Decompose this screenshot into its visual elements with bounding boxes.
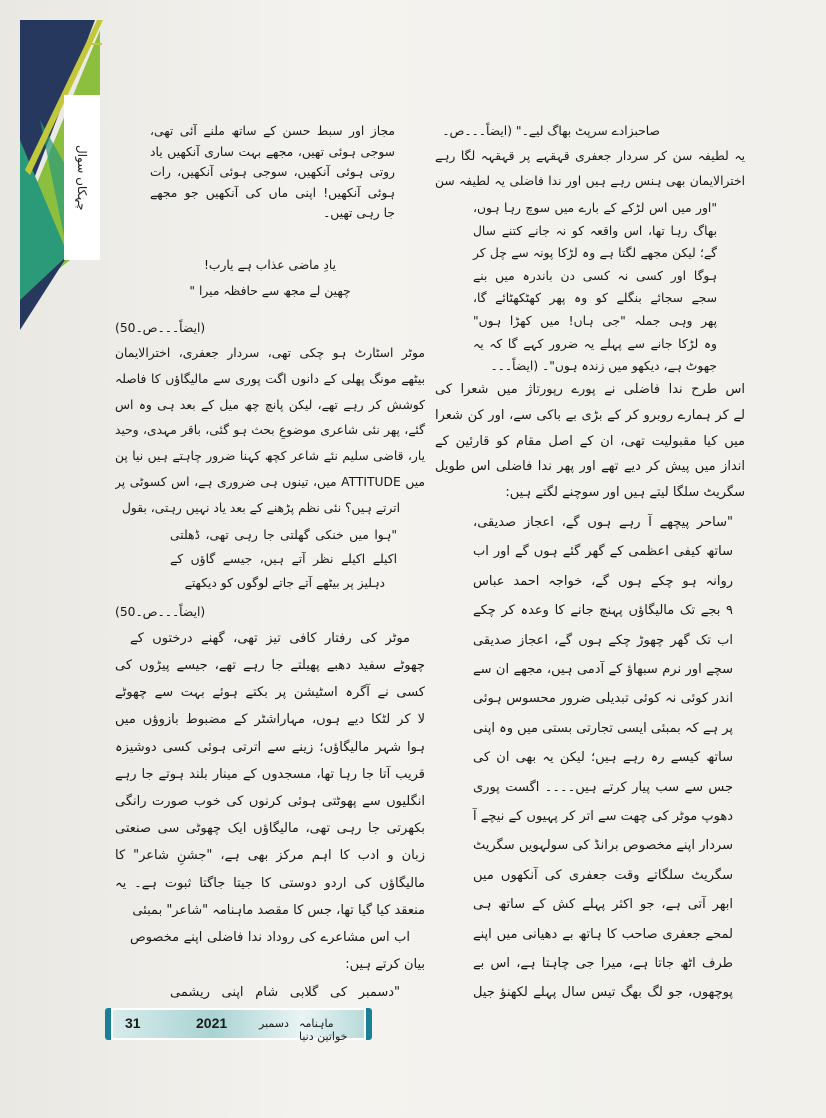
text-line: اترتے ہیں؟ نئی نظم پڑھنے کے بعد یاد نہیں رہتی، بقول xyxy=(121,501,400,515)
text-line: یار، قاضی سلیم نئے شاعر کچھ کہنا ضرور چاہتے ہیں نیا پن xyxy=(115,449,425,464)
page-footer-banner xyxy=(105,1008,372,1043)
text-line: انداز میں پیش کر دیے تھے اور پھر ندا فاضلی اس طویل xyxy=(435,459,745,475)
text-line: روانہ ہو چکے ہوں گے، خواجہ احمد عباس xyxy=(473,573,733,589)
text-line: بیان کرتے ہیں: xyxy=(345,957,425,972)
text-line: کوشش کر رہے تھے، لیکن پانچ چھ میل کے بعد ہی وہ اس xyxy=(115,397,425,412)
text-line: کسی نے آگرہ اسٹیشن پر بکتے ہوئے بہت سے چھوٹے xyxy=(115,685,425,701)
text-line: سگریٹ سلگاتے وقت جعفری کی آنکھوں میں xyxy=(473,867,733,883)
text-line: دہلیز پر بیٹھے آتے جاتے لوگوں کو دیکھتے xyxy=(184,576,385,590)
text-line: بیٹھے مونگ پھلی کے دانوں اگت پوری سے مالیگاؤں کا فاصلہ xyxy=(115,371,425,386)
page-number: 31 xyxy=(125,1015,141,1031)
text-line: بکھرتی جا رہی تھی، مالیگاؤں ایک چھوٹی سی صنعتی xyxy=(115,821,425,837)
text-line: ۹ بجے تک مالیگاؤں پہنچ جانے کا وعدہ کر چکے xyxy=(473,603,733,619)
text-line: "ہوا میں خنکی گھلتی جا رہی تھی، ڈھلتی xyxy=(170,528,397,542)
text-line: موٹر اسٹارٹ ہو چکی تھی، سردار جعفری، اخترالایمان xyxy=(115,346,425,360)
right-text-column xyxy=(435,0,745,1010)
text-line: وہ لڑکا جانے سے پہلے یہ ضرور کہے گا کہ یہ xyxy=(473,336,717,351)
text-line: لا کر لٹکا دیے ہوں، مہاراشٹر کے مضبوط بازوؤں میں xyxy=(115,712,425,728)
text-line: لمحے جعفری صاحب کا ہاتھ بے دھیانی میں اپنے xyxy=(473,926,733,942)
text-line: انگلیوں سے پھوٹتی ہوئی کرنوں کی خوب صورت رانگی xyxy=(115,794,425,809)
text-line: ہوا شہر مالیگاؤں؛ زینے سے اترتی ہوئی کسی دوشیزہ xyxy=(115,739,425,755)
text-line: پوچھوں، جو لگ بھگ تیس سال پہلے لکھنؤ جیل xyxy=(473,985,733,1001)
text-line: لے کر ہمارے روبرو کر کے بڑی بے باکی سے، اور کن شعرا xyxy=(435,407,745,423)
text-line: قریب آتا جا رہا تھا، مسجدوں کے مینار بلند ہوتے جا رہے xyxy=(115,766,425,782)
text-line: اب اس مشاعرے کی روداد ندا فاضلی اپنے مخصوص xyxy=(130,930,410,945)
text-line: سچے اور نرم سبھاؤ کے آدمی ہیں، مجھے ان سے xyxy=(473,662,733,677)
section-label-text: چہکاں سوال xyxy=(75,144,89,211)
issue-month: دسمبر xyxy=(259,1017,289,1030)
text-line: چھین لے مجھ سے حافظہ میرا " xyxy=(189,284,351,298)
text-line: سگریٹ سلگا لیتے ہیں اور سوچنے لگتے ہیں: xyxy=(505,485,745,500)
text-line: اکیلے اکیلے نظر آتے ہیں، جیسے گاؤں کے xyxy=(170,552,397,566)
text-line: اس طرح ندا فاضلی نے پورے رپورتاژ میں شعرا کی xyxy=(435,382,745,397)
text-line: گئے، پھر نئی شاعری موضوعِ بحث ہو گئی، باقر مہدی، وحید xyxy=(115,423,425,438)
text-line: اندر کوئی نہ کوئی تبدیلی ضرور محسوس ہوئی xyxy=(473,691,733,707)
magazine-name: ماہنامہ خواتین دنیا xyxy=(299,1017,348,1043)
text-line: ہوگا اور کسی نہ کسی دن باندرہ میں بنے xyxy=(473,268,717,283)
text-line: پھر وہی جملہ "جی ہاں! میں کھڑا ہوں" xyxy=(473,314,717,328)
issue-year: 2021 xyxy=(196,1015,228,1031)
text-line: (ایضاً۔۔۔ص۔50) xyxy=(115,321,206,335)
text-line: مجاز اور سبط حسن کے ساتھ ملنے آئی تھی، xyxy=(150,124,395,138)
text-line: منعقد کیا گیا تھا، جس کا مقصد ماہنامہ "شاعر" بمبئی xyxy=(132,903,425,918)
text-line: بھاگ رہا تھا، اس واقعہ کو نہ جانے کتنے سال xyxy=(473,223,717,238)
text-line: سجے سجائے بنگلے کو وہ پھر کھٹکھٹائے گا، xyxy=(473,291,717,306)
text-line: چھوٹے سفید دھبے پھیلتے جا رہے تھے، جیسے پیڑوں کی xyxy=(115,658,425,673)
text-line: ساتھ کیسے رہ رہے ہیں؛ لیکن یہ بھی ان کی xyxy=(473,750,733,766)
section-label xyxy=(64,95,100,260)
text-line: مالیگاؤں کی اردو دوستی کا جیتا جاگتا ثبوت ہے۔ یہ xyxy=(115,875,425,891)
text-line: جا رہی تھیں۔ xyxy=(323,206,395,220)
text-line: ہوئی آنکھیں! اپنی ماں کی آنکھیں جو مجھے xyxy=(150,185,395,200)
text-line: سردار اپنے مخصوص برانڈ کی سولہویں سگریٹ xyxy=(473,838,733,854)
text-line: پر ہے کہ بمبئی ایسی تجارتی بستی میں وہ اپنی xyxy=(473,720,733,736)
text-line: جھوٹ ہے، دیکھو میں زندہ ہوں"۔ (ایضاً۔۔۔ xyxy=(490,359,717,373)
text-line: سوجی ہوئی تھیں، مجھے بہت ساری آنکھیں یاد xyxy=(150,144,395,159)
text-line: زبان و ادب کا اہم مرکز بھی ہے، "جشنِ شاعر" کا xyxy=(115,848,425,864)
text-line: ابھر آتی ہے، جو اکثر پہلے کش کے ساتھ ہی xyxy=(473,897,733,913)
text-line: میں کیا مقبولیت تھی، ان کے اصل مقام کو قارئین کے xyxy=(435,433,745,449)
text-line: یادِ ماضی عذاب ہے یارب! xyxy=(203,258,337,272)
text-line: اخترالایمان بھی ہنس رہے ہیں اور ندا فاضلی یہ لطیفہ سن xyxy=(435,174,745,188)
text-line: یہ لطیفہ سن کر سردار جعفری قہقہے پر قہقہہ لگا رہے xyxy=(435,149,745,163)
text-line: موٹر کی رفتار کافی تیز تھی، گھنے درختوں کے xyxy=(130,631,410,646)
text-line: "ساحر پیچھے آ رہے ہوں گے، اعجاز صدیقی، xyxy=(473,515,733,530)
left-text-column xyxy=(115,0,425,1010)
text-line: گے؛ لیکن مجھے لگتا ہے وہ لڑکا پونہ سے چل کر xyxy=(473,246,717,261)
text-line: میں ATTITUDE میں، تینوں ہی ضروری ہے، اس کسوٹی پر xyxy=(115,475,425,489)
text-line: (ایضاً۔۔۔ص۔50) xyxy=(115,605,206,619)
text-line: اب تک گھر چھوڑ چکے ہوں گے، اعجاز صدیقی xyxy=(473,632,733,648)
text-line: جس سے سب پیار کرتے ہیں۔۔۔۔ اگست پوری xyxy=(473,779,733,795)
text-line: طرف اٹھ جاتا ہے، میرا جی چاہتا ہے، اس بے xyxy=(473,956,733,971)
text-line: دھوپ موٹر کی چھت سے اتر کر پہیوں کے نیچے آ xyxy=(473,809,733,824)
text-line: "اور میں اس لڑکے کے بارے میں سوچ رہا ہوں، xyxy=(473,201,717,215)
text-line: ساتھ کیفی اعظمی کے گھر گئے ہوں گے اور اب xyxy=(473,544,733,560)
text-line: صاحبزادے سرپٹ بھاگ لیے۔" (ایضاً۔۔۔ص۔ xyxy=(442,124,660,138)
text-line: روتی ہوئی آنکھیں، سوجی ہوئی آنکھیں، رات xyxy=(150,165,395,179)
text-line: "دسمبر کی گلابی شام اپنی ریشمی xyxy=(170,985,400,1000)
